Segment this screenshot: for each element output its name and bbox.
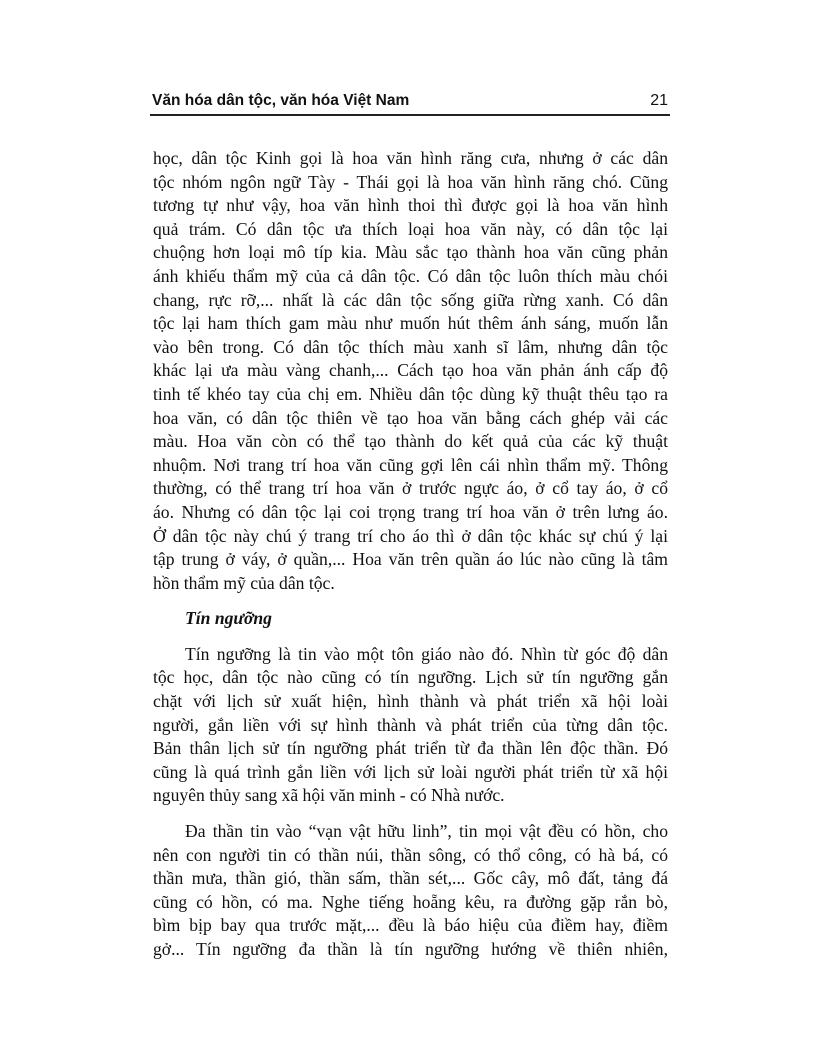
paragraph xyxy=(153,147,668,595)
text-line: tập trung ở váy, ở quần,... Hoa văn trên quần áo lúc nào cũng là tâm xyxy=(153,549,668,570)
text-line: cũng là quá trình gắn liền với lịch sử loài người phát triển từ xã hội xyxy=(153,761,668,782)
spacer xyxy=(153,808,668,820)
text-line: học, dân tộc Kinh gọi là hoa văn hình răng cưa, nhưng ở các dân xyxy=(153,148,668,168)
text-line: bìm bịp bay qua trước mặt,... đều là báo hiệu của điềm hay, điềm xyxy=(153,915,668,936)
text-line: tinh tế khéo tay của chị em. Nhiều dân tộc dùng kỹ thuật thêu tạo ra xyxy=(153,383,668,404)
text-line: nên con người tin có thần núi, thần sông, có thổ công, có hà bá, có xyxy=(153,844,668,865)
text-line: chuộng hơn loại mô típ kia. Màu sắc tạo thành hoa văn cũng phản xyxy=(153,242,668,263)
text-line: tộc nhóm ngôn ngữ Tày - Thái gọi là hoa văn hình răng chó. Cũng xyxy=(153,171,668,192)
text-line: thần mưa, thần gió, thần sấm, thần sét,... Gốc cây, mô đất, tảng đá xyxy=(153,868,668,889)
text-line: thường, có thể trang trí hoa văn ở trước ngực áo, ở cổ tay áo, ở cổ xyxy=(153,478,668,499)
spacer xyxy=(153,631,668,643)
page-number: 21 xyxy=(650,92,668,109)
text-line: tộc học, dân tộc nào cũng có tín ngưỡng. Lịch sử tín ngưỡng gắn xyxy=(153,667,668,688)
text-line: tương tự như vậy, hoa văn hình thoi thì được gọi là hoa văn hình xyxy=(153,195,668,216)
spacer xyxy=(153,595,668,607)
page-body xyxy=(153,147,668,962)
running-header-title: Văn hóa dân tộc, văn hóa Việt Nam xyxy=(152,92,410,109)
paragraph xyxy=(153,643,668,808)
text-line: Ở dân tộc này chú ý trang trí cho áo thì ở dân tộc khác sự chú ý lại xyxy=(153,525,668,546)
text-line: màu. Hoa văn còn có thể tạo thành do kết quả của các kỹ thuật xyxy=(153,431,668,452)
text-line: tộc lại ham thích gam màu như muốn hút thêm ánh sáng, muốn lẫn xyxy=(153,313,668,334)
running-header xyxy=(150,92,670,116)
text-line: Đa thần tin vào “vạn vật hữu linh”, tin mọi vật đều có hồn, cho xyxy=(185,821,668,842)
text-line: vào bên trong. Có dân tộc thích màu xanh sĩ lâm, nhưng dân tộc xyxy=(153,336,668,357)
text-line: áo. Nhưng có dân tộc lại coi trọng trang trí hoa văn ở trên lưng áo. xyxy=(153,501,668,522)
section-heading: Tín ngưỡng xyxy=(185,608,272,629)
text-line: khác lại ưa màu vàng chanh,... Cách tạo hoa văn phản ánh cấp độ xyxy=(153,360,668,381)
text-line: hồn thẩm mỹ của dân tộc. xyxy=(153,572,335,593)
text-line: chặt với lịch sử xuất hiện, hình thành và phát triển xã hội loài xyxy=(153,691,668,712)
text-line: Tín ngưỡng là tin vào một tôn giáo nào đó. Nhìn từ góc độ dân xyxy=(185,643,668,664)
text-line: nguyên thủy sang xã hội văn minh - có Nhà nước. xyxy=(153,785,505,806)
text-line: cũng có hồn, có ma. Nghe tiếng hoẵng kêu, ra đường gặp rắn bò, xyxy=(153,891,668,912)
text-line: người, gắn liền với sự hình thành và phát triển của từng dân tộc. xyxy=(153,714,668,735)
text-line: nhuộm. Nơi trang trí hoa văn cũng gợi lên cái nhìn thẩm mỹ. Thông xyxy=(153,454,668,475)
paragraph xyxy=(153,820,668,962)
text-line: hoa văn, có dân tộc thiên về tạo hoa văn bằng cách ghép vải các xyxy=(153,407,668,428)
text-line: gở... Tín ngưỡng đa thần là tín ngưỡng hướng về thiên nhiên, xyxy=(153,939,668,959)
text-line: ánh khiếu thẩm mỹ của cả dân tộc. Có dân tộc luôn thích màu chói xyxy=(153,265,668,286)
text-line: quả trám. Có dân tộc ưa thích loại hoa văn này, có dân tộc lại xyxy=(153,218,668,239)
text-line: chang, rực rỡ,... nhất là các dân tộc sống giữa rừng xanh. Có dân xyxy=(153,289,668,310)
text-line: Bản thân lịch sử tín ngưỡng phát triển từ đa thần lên độc thần. Đó xyxy=(153,738,668,759)
